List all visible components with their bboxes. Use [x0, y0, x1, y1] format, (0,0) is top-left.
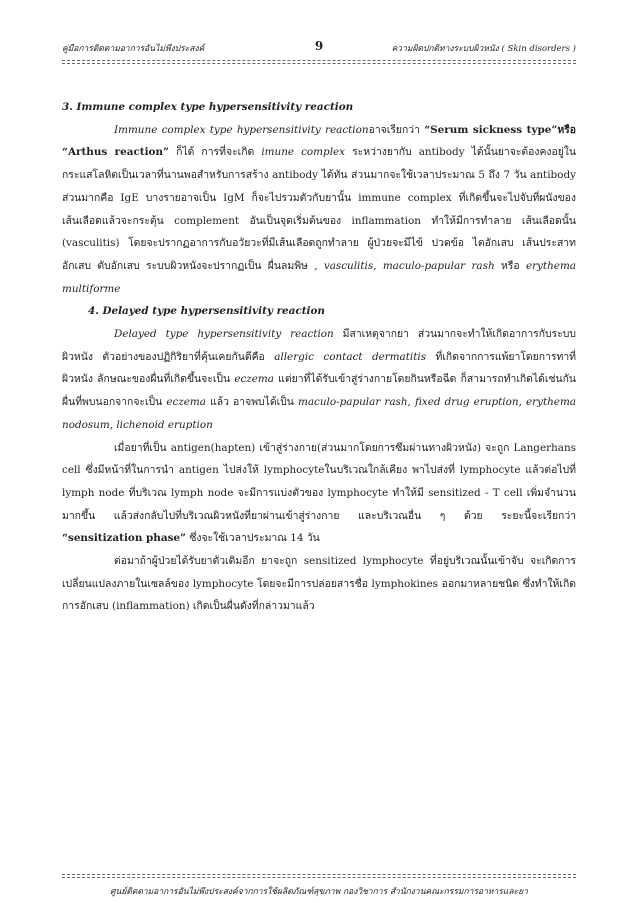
section-4-paragraph-2: [62, 437, 576, 551]
page-number: 9: [314, 39, 324, 53]
term-arthus: “Arthus reaction”: [62, 146, 170, 159]
term-serum-sickness: “Serum sickness type”: [424, 123, 558, 136]
section-4-paragraph-1: [62, 323, 576, 437]
text-run: แล้ว อาจพบได้เป็น: [205, 396, 298, 409]
footer-divider: [62, 874, 576, 879]
term-erythema-multiforme: erythema multiforme: [62, 259, 576, 295]
section-4-paragraph-3: ต่อมาถ้าผู้ป่วยได้รับยาตัวเดิมอีก ยาจะถูก sensitized lymphocyte ที่อยู่บริเวณนั้นเข้าจับ จะเกิดการเปลี่ยนแปลงภายในเซลล์ของ lymphocyte โดยจะมีการปล่อยสารชื่อ lymphokines ออกมาหลายชนิด ซึ่งทำให้เกิดการอักเสบ (inflammation) เกิดเป็นผื่นดังที่กล่าวมาแล้ว: [62, 555, 576, 613]
term-sensitization-phase: “sensitization phase”: [62, 532, 187, 545]
text-run: หรือ: [494, 259, 526, 272]
text-run: ซึ่งจะใช้เวลาประมาณ 14 วัน: [186, 532, 320, 545]
header-divider: [62, 60, 576, 65]
page-header: [62, 39, 576, 55]
term-allergic-contact: allergic contact dermatitis: [274, 350, 427, 363]
term-imune-complex: imune complex: [261, 146, 346, 159]
text-run: แต่ยาที่ได้รับเข้าสู่ร่างกายโดยกินหรือฉีด ก็สามารถทำเกิดได้เช่นกัน ผื่นที่พบนอกจากจะเป็น: [62, 373, 576, 409]
text-run: หรือ: [557, 123, 576, 136]
section-4-heading: 4. Delayed type hypersensitivity reaction: [88, 305, 325, 318]
term-immune-complex: Immune complex type hypersensitivity reaction: [114, 123, 369, 136]
text-run: เมื่อยาที่เป็น antigen(hapten) เข้าสู่ร่างกาย(ส่วนมากโดยการซึมผ่านทางผิวหนัง) จะถูก Langerhans cell ซึ่งมีหน้าที่ในการนำ antigen ไปส่งให้ lymphocyteในบริเวณใกล้เคียง พาไปส่งที่ lymphocyte แล้วต่อไปที่ lymph node ที่บริเวณ lymph node จะมีการแบ่งตัวของ lymphocyte ทำให้มี sensitized - T cell เพิ่มจำนวนมากขึ้น แล้วส่งกลับไปที่บริเวณผิวหนังที่ยาผ่านเข้าสู่ร่างกาย และบริเวณอื่น ๆ ด้วย ระยะนี้จะเรียกว่า: [62, 441, 576, 522]
section-3-paragraph: [62, 119, 576, 301]
term-eczema-2: eczema: [166, 396, 206, 409]
text-run: มีสาเหตุจากยา ส่วนมากจะทำให้เกิดอาการกับระบบผิวหนัง ตัวอย่างของปฏิกิริยาที่คุ้นเคยกันดีคือ: [62, 328, 576, 363]
term-delayed-type: Delayed type hypersensitivity reaction: [114, 328, 334, 341]
term-vasculitis: , vasculitis, maculo-papular rash: [314, 259, 495, 272]
term-rash-list: maculo-papular rash, fixed drug eruption, erythema nodosum, lichenoid eruption: [62, 396, 577, 431]
text-run: ระหว่างยากับ antibody ได้นั้นยาจะต้องคงอยู่ในกระแสโลหิตเป็นเวลาที่นานพอสำหรับการสร้าง antibody ได้ทัน ส่วนมากจะใช้เวลาประมาณ 5 ถึง 7 วัน antibody ส่วนมากคือ IgE บางรายอาจเป็น IgM ก็จะไปรวมตัวกับยานั้น immune complex ที่เกิดขึ้นจะไปจับที่ผนังของเส้นเลือดแล้วจะกระตุ้น complement อันเป็นจุดเริ่มต้นของ inflammation ทำให้มีการทำลาย เส้นเลือดนั้น (vasculitis) โดยจะปรากฏอาการกับอวัยวะที่มีเส้นเลือดถูกทำลาย ผู้ป่วยจะมีไข้ ปวดข้อ ไตอักเสบ เส้นประสาทอักเสบ ตับอักเสบ ระบบผิวหนังจะปรากฏเป็น ผื่นลมพิษ: [62, 146, 576, 272]
header-title-right: ความผิดปกติทางระบบผิวหนัง ( Skin disorders ): [391, 44, 576, 54]
page-footer: ศูนย์ติดตามอาการอันไม่พึงประสงค์จากการใช้ผลิตภัณฑ์สุขภาพ กองวิชาการ สำนักงานคณะกรรมการอาหารและยา: [110, 887, 528, 897]
section-3-heading: 3. Immune complex type hypersensitivity reaction: [62, 101, 354, 113]
text-run: ก็ได้ การที่จะเกิด: [169, 146, 262, 159]
page-content: [62, 96, 576, 618]
term-eczema: eczema: [234, 373, 274, 386]
text-run: ที่เกิดจากการแพ้ยาโดยการทาที่ผิวหนัง ลักษณะของผื่นที่เกิดขึ้นจะเป็น: [62, 350, 576, 386]
text-run: อาจเรียกว่า: [368, 123, 425, 136]
header-title-left: คู่มือการติดตามอาการอันไม่พึงประสงค์: [62, 44, 205, 54]
